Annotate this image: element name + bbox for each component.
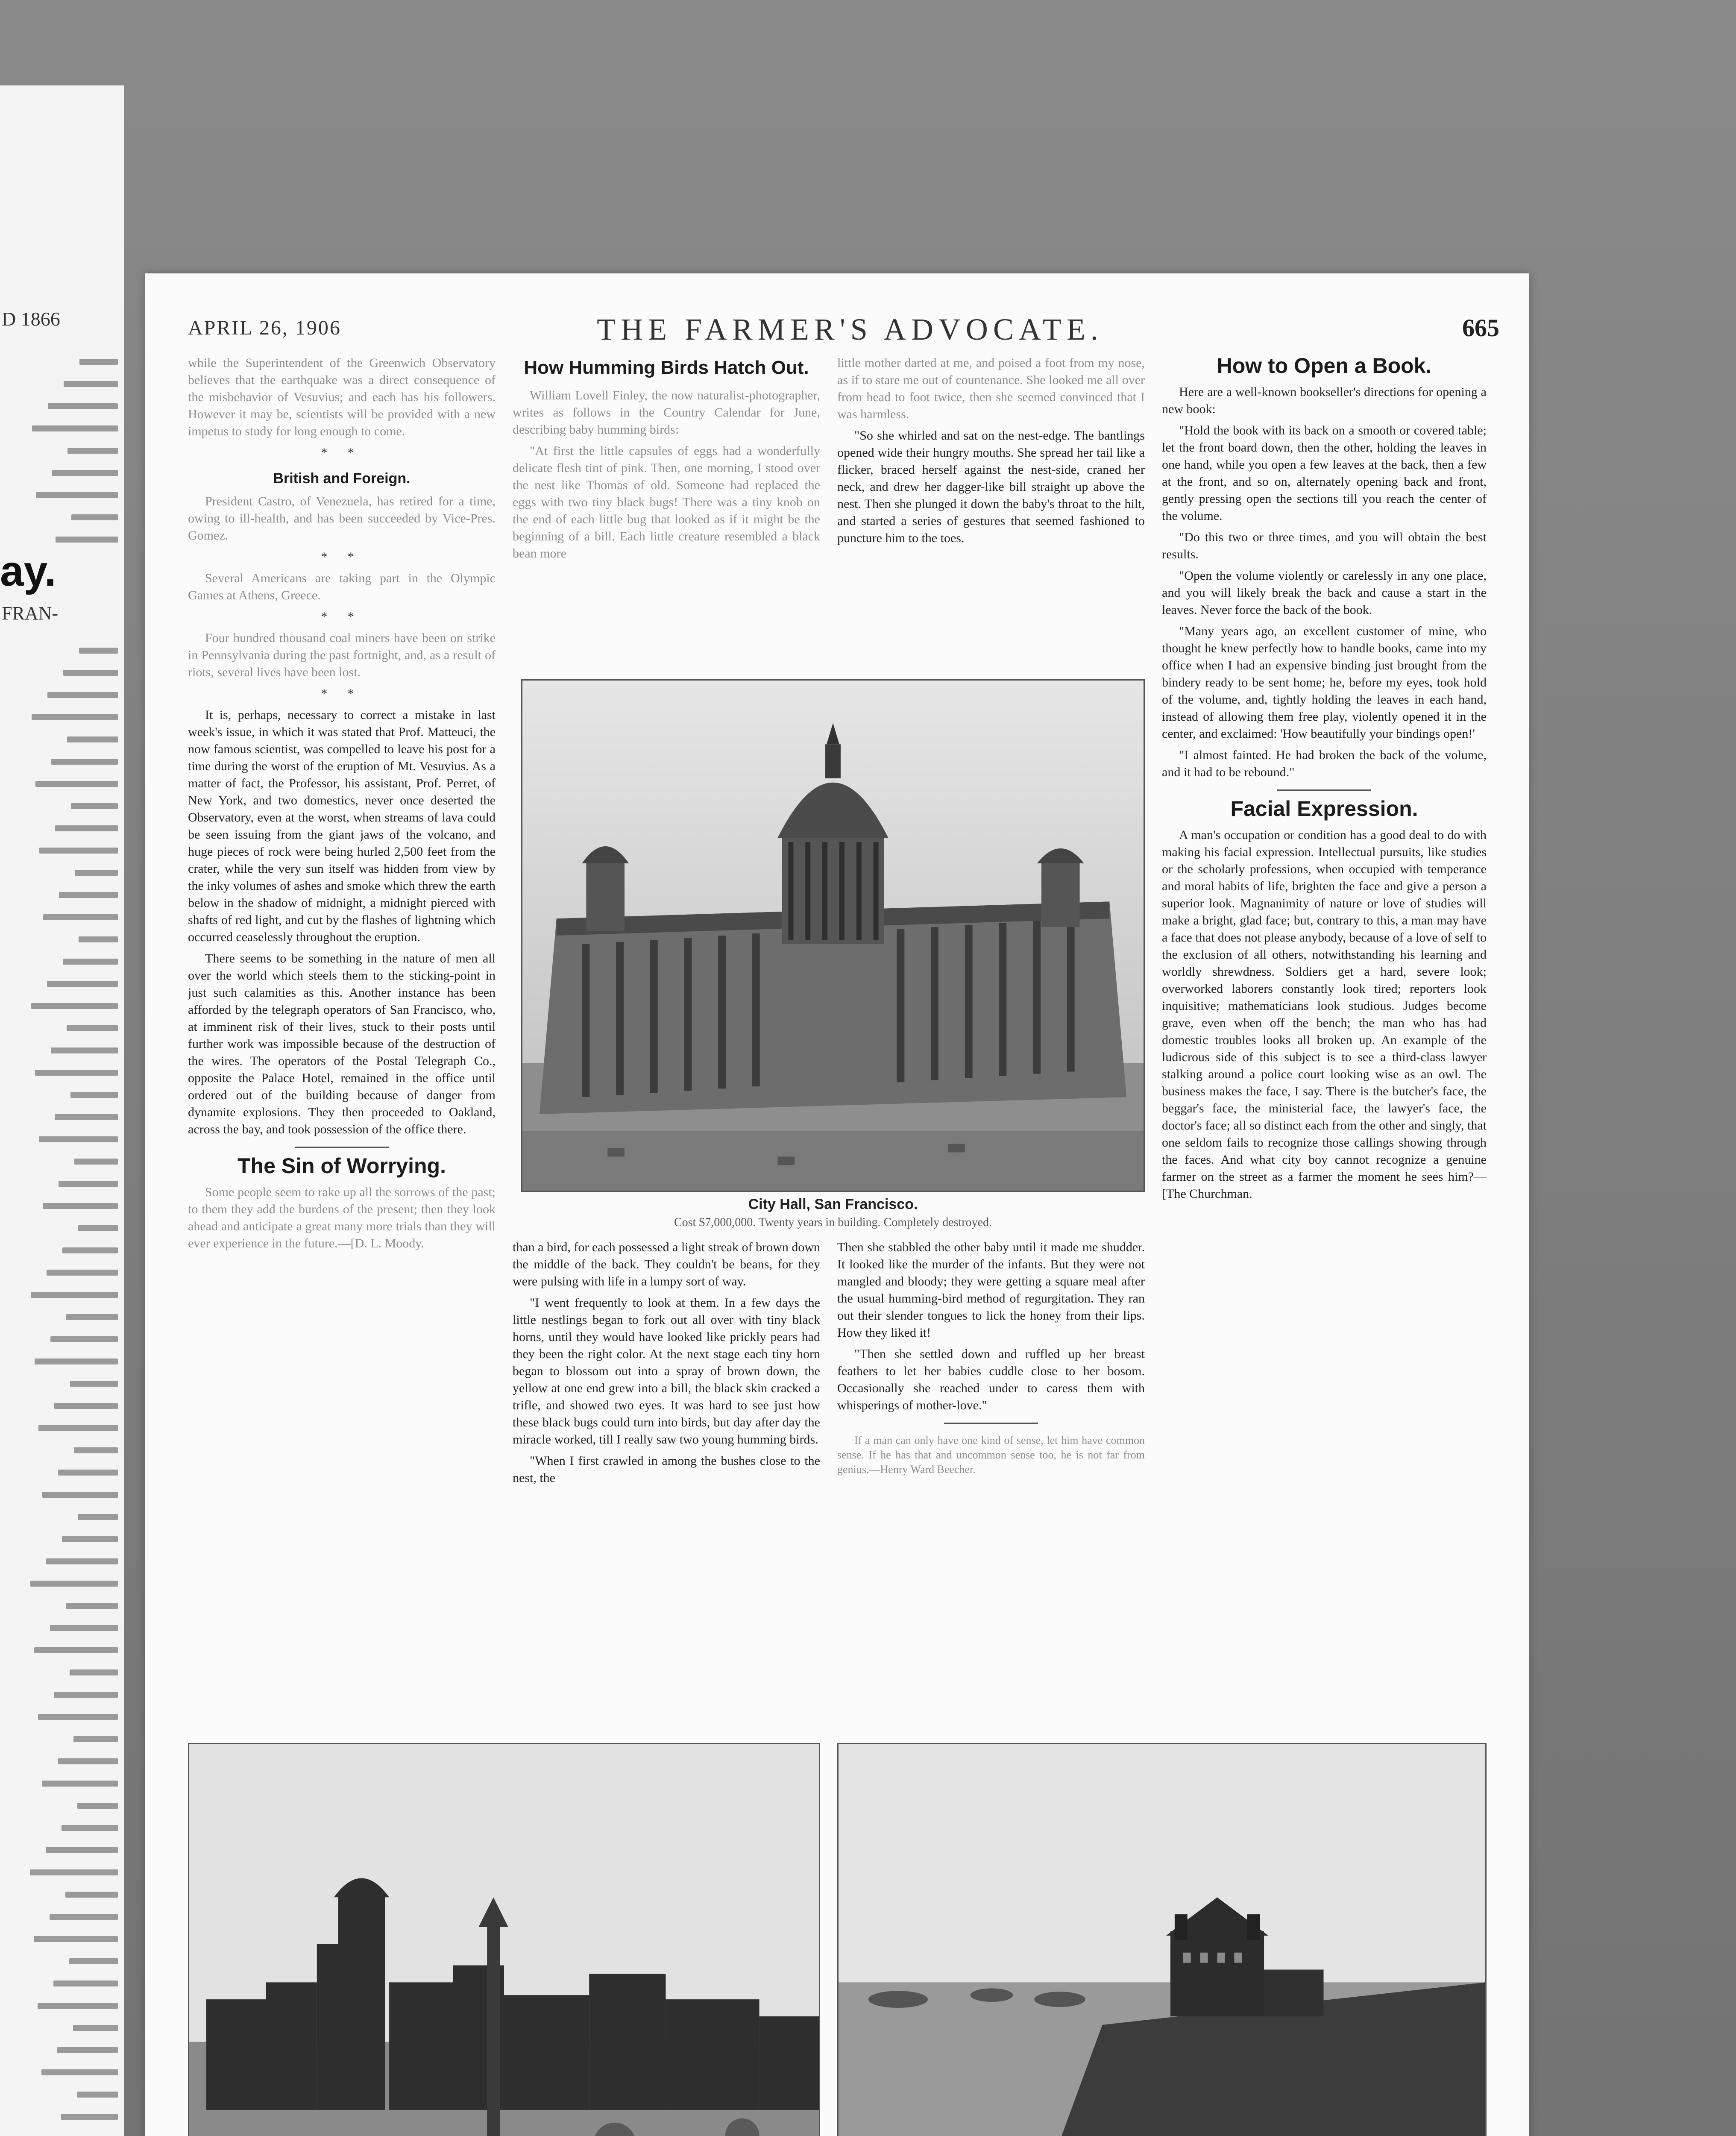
- left-page-text-line: [62, 1536, 118, 1542]
- section-separator: * *: [321, 550, 363, 564]
- left-page-text-line: [65, 1892, 118, 1898]
- left-page-text-line: [75, 870, 118, 876]
- article-paragraph: "Hold the book with its back on a smooth or covered table; let the front board down, then the other, holding the leaves in one hand, while you open a few leaves at the back, then a few at the front, and so on, alternately opening back and front, gently pressing open the sections till you reach the center of the volume.: [1162, 423, 1487, 523]
- left-page-text-line: [69, 1958, 118, 1964]
- left-page-subheading: FRAN-: [2, 603, 59, 624]
- left-page-text-line: [78, 1225, 118, 1231]
- left-page-text-line: [57, 2047, 118, 2053]
- left-page-text-line: [34, 1936, 118, 1942]
- left-page-text-line: [50, 1625, 118, 1631]
- left-page-text-line: [48, 403, 118, 409]
- left-page-text-line: [63, 959, 118, 965]
- left-page-text-line: [79, 359, 118, 365]
- left-page-text-line: [79, 936, 118, 942]
- left-page-text-line: [47, 692, 118, 698]
- article-paragraph: It is, perhaps, necessary to correct a mistake in last week's issue, in which it was stated that Prof. Matteuci, the now famous scientist, was compelled to leave his post for a time during the worst of the eruption of Mt. Vesuvius. As a matter of fact, the Professor, his assistant, Prof. Perret, of New York, and two domestics, never once deserted the Observatory, even at the worst, when streams of lava could be seen issuing from the giant jaws of the volcano, and huge pieces of rock were being hurled 2,500 feet from the crater, while the very sun itself was hidden from view by the inky volumes of ashes and smoke which threw the earth below in the shadow of midnight, a midnight pierced with shafts of red light, and cut by the flashes of lightning which occurred ceaselessly throughout the eruption.: [188, 708, 496, 944]
- left-page-text-line: [62, 1247, 118, 1253]
- article-paragraph: President Castro, of Venezuela, has retired for a time, owing to ill-health, and has been succeeded by Vice-Pres. Gomez.: [188, 494, 496, 543]
- left-page-text-line: [74, 1159, 118, 1165]
- left-page-text-line: [58, 1758, 118, 1764]
- left-page-text-line: [54, 1692, 118, 1698]
- column-3-bottom: [837, 1239, 1145, 1726]
- left-page-text-line: [59, 892, 118, 898]
- article-paragraph: Then she stabbled the other baby until it made me shudder. It looked like the murder of the infants. But they were not mangled and bloody; they were getting a square meal after the usual humming-bird method of regurgitation. They ran out their slender tongues to lick the honey from their lips. How they liked it!: [837, 1240, 1145, 1340]
- page-number: 665: [1462, 314, 1499, 342]
- left-page-text-line: [38, 1425, 118, 1431]
- left-page-text-line: [35, 1358, 118, 1364]
- left-page-text-line: [43, 914, 118, 920]
- left-page-text-line: [61, 2114, 118, 2120]
- left-page-text-line: [51, 759, 118, 765]
- article-paragraph: Here are a well-known bookseller's directions for opening a new book:: [1162, 385, 1487, 416]
- section-rule: [944, 1423, 1038, 1424]
- left-page-text-line: [70, 1381, 118, 1387]
- left-page-text-line: [66, 1314, 118, 1320]
- left-page-text-line: [67, 448, 118, 454]
- left-page-text-line: [62, 1825, 118, 1831]
- left-page-text-line: [56, 537, 118, 543]
- left-page-text-line: [77, 1803, 118, 1809]
- cliff-house-photo: [837, 1743, 1487, 2136]
- issue-date: APRIL 26, 1906: [188, 317, 341, 339]
- article-paragraph: "Do this two or three times, and you will obtain the best results.: [1162, 530, 1487, 561]
- left-page-text-line: [38, 1714, 118, 1720]
- left-page-text-line: [55, 825, 118, 831]
- left-page-text-line: [38, 2003, 118, 2009]
- column-2-top: [513, 355, 820, 679]
- left-page-text-line: [78, 1514, 118, 1520]
- left-page-heading: ay.: [0, 547, 56, 595]
- left-page-text-line: [42, 1492, 118, 1498]
- column-2-bottom: [513, 1239, 820, 1726]
- left-page-text-line: [35, 781, 118, 787]
- left-page-text-line: [34, 1647, 118, 1653]
- left-page-text-line: [71, 514, 118, 520]
- left-page-text-line: [42, 1781, 118, 1787]
- left-page-date: D 1866: [2, 308, 60, 330]
- left-page-text-line: [30, 1581, 118, 1587]
- left-page-text-line: [67, 736, 118, 742]
- left-neighbour-page: [0, 85, 124, 2136]
- left-page-text-line: [39, 848, 118, 854]
- article-paragraph: "I almost fainted. He had broken the back of the volume, and it had to be rebound.": [1162, 748, 1487, 779]
- left-page-text-line: [63, 670, 118, 676]
- left-page-text-line: [70, 1669, 118, 1675]
- masthead-title: THE FARMER'S ADVOCATE.: [597, 312, 1103, 346]
- city-hall-caption-subtitle: Cost $7,000,000. Twenty years in building. Completely destroyed.: [674, 1216, 992, 1229]
- left-page-text-line: [73, 2025, 118, 2031]
- left-page-text-line: [32, 714, 118, 720]
- left-page-text-line: [74, 1447, 118, 1453]
- page-header: [188, 312, 1512, 350]
- article-paragraph: "At first the little capsules of eggs had a wonderfully delicate flesh tint of pink. Then, one morning, I stood over the nest like Thomas of old. Someone had replaced the eggs with two tiny black bugs! There was a tiny knob on the end of each little bug that looked as if it might be the beginning of a bill. Each little creature resembled a black bean more: [513, 444, 820, 560]
- article-paragraph: "Many years ago, an excellent customer of mine, who thought he knew perfectly how to handle books, came into my office when I had an expensive binding just brought from the bindery ready to be sent home; he, before my eyes, took hold of the volume, and, tightly holding the leaves in each hand, instead of allowing them free play, violently opened it in the center, and exclaimed: 'How beautifully your bindings open!': [1162, 624, 1487, 741]
- left-page-text-line: [66, 1603, 118, 1609]
- left-page-text-line: [30, 1869, 118, 1875]
- left-page-text-line: [39, 1136, 118, 1142]
- article-paragraph: "Open the volume violently or carelessly in any one place, and you will likely break the back and cause a start in the leaves. Never force the back of the book.: [1162, 569, 1487, 617]
- article-paragraph: than a bird, for each possessed a light streak of brown down the middle of the back. They couldn't be beans, for they were pulsing with life in a lumpy sort of way.: [513, 1240, 820, 1288]
- left-page-text-line: [50, 1336, 118, 1342]
- open-a-book-heading: How to Open a Book.: [1217, 355, 1432, 378]
- facial-expression-heading: Facial Expression.: [1230, 797, 1418, 821]
- left-page-text-line: [54, 1403, 118, 1409]
- article-paragraph: There seems to be something in the nature of men all over the world which steels them to the sticking-point in just such calamities as this. Another instance has been afforded by the telegraph operators of San Francisco, who, at imminent risk of their lives, stuck to their posts until further work was impossible because of the destruction of the wires. The operators of the Postal Telegraph Co., opposite the Palace Hotel, remained in the office until ordered out of the building because of danger from dynamite explosions. They then proceeded to Oakland, across the bay, and took possession of the office there.: [188, 951, 496, 1136]
- article-paragraph: "I went frequently to look at them. In a few days the little nestlings began to fork out all over with tiny black horns, until they would have looked like prickly pears had they been the right color. At the next stage each tiny horn began to blossom out into a spray of brown down, the yellow at one end grew into a bill, the black skin cracked a trifle, and showed two eyes. It was hard to see just how these black bugs could turn into birds, but day after day the miracle worked, till I really saw two young humming birds.: [513, 1296, 820, 1446]
- left-page-text-line: [71, 803, 118, 809]
- left-page-text-line: [51, 1047, 118, 1053]
- left-page-text-line: [43, 1203, 118, 1209]
- article-paragraph: A man's occupation or condition has a good deal to do with making his facial expression. Intellectual pursuits, like studies or the scholarly professions, when occupied with temperance and moral habits of life, brighten the face and give a person a superior look. Magnanimity of nature or love of studies will make a bright, glad face; but, contrary to this, a man may have a face that does not please anybody, because of a love of self to the exclusion of all others, notwithstanding his learning and worldly shrewdness. Soldiers get a hard, severe look; overworked laborers constantly look tired; reporters look inquisitive; mathematicians look studious. Judges become grave, even when off the bench; the man who has had domestic troubles looks all broken up. An example of the ludicrous side of this subject is to see a third-class lawyer stalking around a police court looking wise as an owl. The business makes the face, I say. There is the butcher's face, the beggar's face, the ministerial face, the lawyer's face, the doctor's face; all so distinct each from the other and singly, that one seldom fails to recognize those callings showing through the faces. And what city boy cannot recognize a genuine farmer on the street as a farmer the moment he sees him?—[The Churchman.: [1162, 828, 1487, 1201]
- article-paragraph: while the Superintendent of the Greenwich Observatory believes that the earthquake was a direct consequence of the misbehavior of Vesuvius; and each has his followers. However it may be, scientists will be provided with a new impetus to study for long enough to come.: [188, 356, 496, 438]
- left-page-text-line: [64, 381, 118, 387]
- left-page-text-line: [31, 1003, 118, 1009]
- article-paragraph: "Then she settled down and ruffled up her breast feathers to let her babies cuddle close to her bosom. Occasionally she reached under to caress them with whisperings of mother-love.": [837, 1347, 1145, 1412]
- section-separator: * *: [321, 446, 363, 460]
- column-3-top: [837, 355, 1145, 679]
- left-page-text-line: [79, 648, 118, 654]
- left-page-text-line: [47, 981, 118, 987]
- humming-birds-heading: How Humming Birds Hatch Out.: [524, 357, 809, 378]
- left-page-text-line: [32, 425, 118, 431]
- city-hall-caption-title: City Hall, San Francisco.: [748, 1196, 918, 1212]
- left-page-text-line: [77, 2092, 118, 2098]
- left-page-text-line: [47, 1270, 118, 1276]
- section-separator: * *: [321, 610, 363, 624]
- british-foreign-heading: British and Foreign.: [273, 470, 411, 487]
- newspaper-page: [145, 273, 1529, 2136]
- beecher-quote: If a man can only have one kind of sense, let him have common sense. If he has that and uncommon sense too, he is not far from genius.—Henry Ward Beecher.: [837, 1434, 1145, 1476]
- union-square-photo: [188, 1743, 820, 2136]
- left-page-text-line: [46, 1847, 118, 1853]
- left-page-text-line: [41, 2069, 118, 2075]
- city-hall-photo: [521, 679, 1145, 1192]
- left-page-text-line: [59, 1181, 118, 1187]
- left-page-text-line: [70, 1092, 118, 1098]
- left-page-text-line: [55, 1114, 118, 1120]
- article-paragraph: Four hundred thousand coal miners have been on strike in Pennsylvania during the past fortnight, and, as a result of riots, several lives have been lost.: [188, 631, 496, 679]
- left-page-text-line: [73, 1736, 118, 1742]
- left-page-text-line: [36, 492, 118, 498]
- section-separator: * *: [321, 687, 363, 701]
- column-4: [1162, 355, 1487, 1730]
- left-page-text-lines: [0, 85, 124, 2136]
- article-paragraph: William Lovell Finley, the now naturalist-photographer, writes as follows in the Country Calendar for June, describing baby humming birds:: [513, 388, 820, 437]
- left-page-text-line: [46, 1558, 118, 1564]
- left-page-text-line: [53, 1980, 118, 1986]
- article-paragraph: little mother darted at me, and poised a foot from my nose, as if to stare me out of countenance. She looked me all over from head to foot twice, then she seemed convinced that I was harmless.: [837, 356, 1145, 421]
- article-paragraph: Some people seem to rake up all the sorrows of the past; to them they add the burdens of the present; then they look ahead and anticipate a great many more trials than they will ever experience in the future.—[D. L. Moody.: [188, 1185, 496, 1250]
- left-page-text-line: [52, 470, 118, 476]
- sin-of-worrying-heading: The Sin of Worrying.: [238, 1154, 446, 1178]
- left-page-text-line: [35, 1070, 118, 1076]
- left-page-text-line: [31, 1292, 118, 1298]
- left-page-text-line: [58, 1470, 118, 1476]
- article-paragraph: "When I first crawled in among the bushes close to the nest, the: [513, 1454, 820, 1485]
- column-1: [188, 355, 496, 1730]
- article-paragraph: Several Americans are taking part in the Olympic Games at Athens, Greece.: [188, 571, 496, 602]
- left-page-text-line: [67, 1025, 118, 1031]
- article-paragraph: "So she whirled and sat on the nest-edge. The bantlings opened wide their hungry mouths. She spread her tail like a flicker, braced herself against the nest-side, craned her neck, and drew her dagger-like bill straight up above the nest. Then she plunged it down the baby's throat to the hilt, and started a series of gestures that seemed fashioned to puncture him to the toes.: [837, 428, 1145, 545]
- left-page-text-line: [50, 1914, 118, 1920]
- section-rule: [295, 1147, 389, 1148]
- section-rule: [1277, 789, 1371, 791]
